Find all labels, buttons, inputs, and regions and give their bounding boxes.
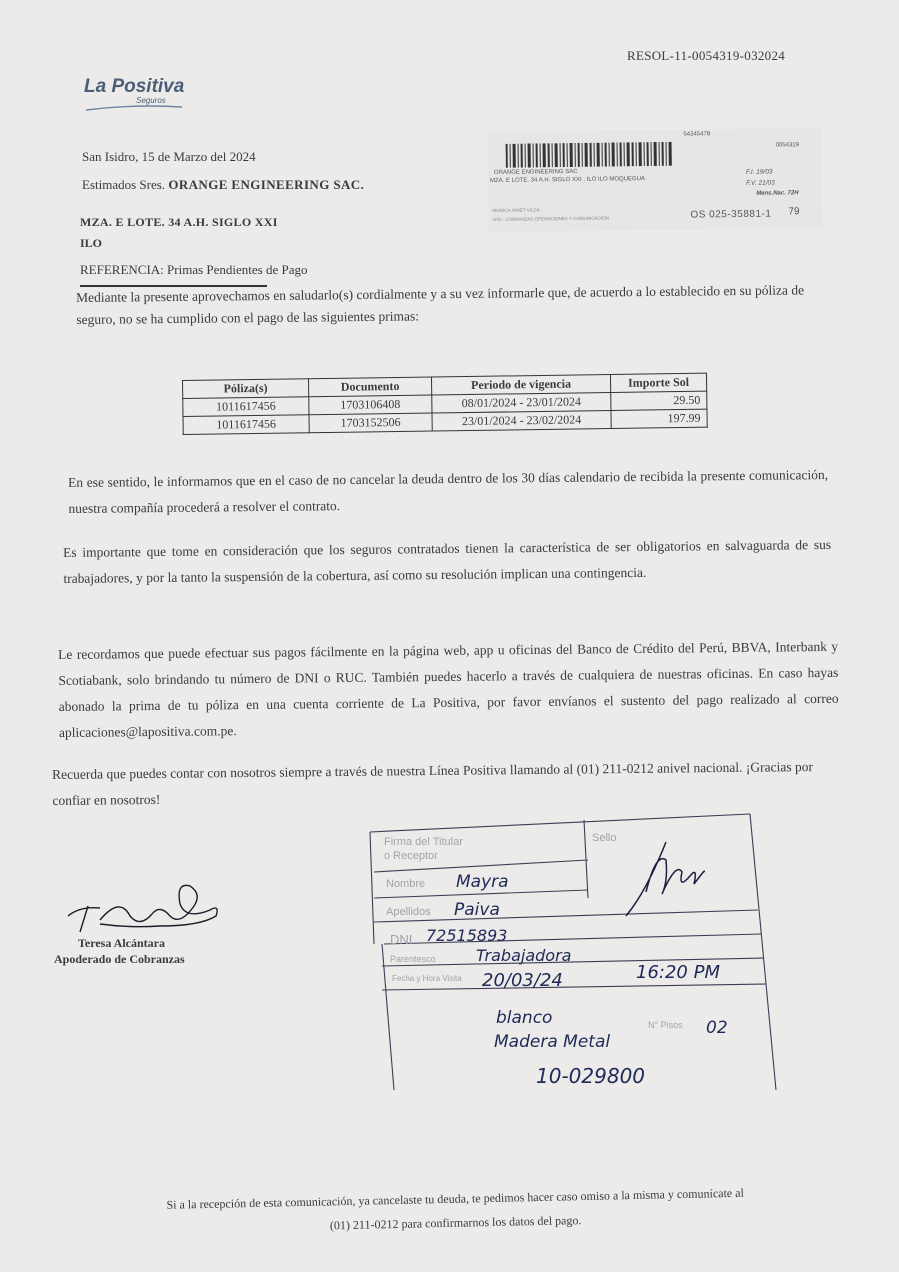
label-address: MZA. E LOTE. 34 A.H. SIGLO XXI . ILO ILO MOQUEGUA [489,176,646,185]
reference-line: REFERENCIA: Primas Pendientes de Pago [80,262,308,277]
table-cell: 1011617456 [183,415,309,435]
barcode-icon [506,142,676,168]
label-count: 79 [788,206,800,218]
mailing-label [487,128,822,232]
label-fi: F.I. 19/03 [745,168,773,176]
table-cell: 1703106408 [309,395,432,415]
handwritten-nombre: Mayra [456,872,509,892]
handwritten-dni: 72515893 [426,926,508,945]
handwritten-apellidos: Paiva [454,900,500,920]
receipt-stamp [366,810,786,1100]
date-line: San Isidro, 15 de Marzo del 2024 [82,149,256,164]
footer-note [110,1180,801,1242]
table-header: Póliza(s) [183,379,309,399]
receipt-label-apellidos: Apellidos [386,906,431,918]
receipt-label-fecha-hora: Fecha y Hora Visita [392,974,462,983]
table-cell: 08/01/2024 - 23/01/2024 [432,393,611,413]
table-header: Periodo de vigencia [431,375,610,395]
receipt-label-nombre: Nombre [386,878,426,890]
label-fv: F.V. 21/03 [746,179,775,187]
table-cell: 1011617456 [183,397,309,417]
handwritten-code: 10-029800 [536,1064,646,1088]
address-line-2: ILO [80,236,103,250]
handwritten-material: Madera Metal [494,1032,611,1052]
handwritten-pisos: 02 [706,1018,728,1038]
logo-wordmark: La Positiva [84,76,185,97]
greeting-company: ORANGE ENGINEERING SAC. [168,177,365,192]
resolution-code: RESOL-11-0054319-032024 [627,48,786,63]
signature-scribble-icon [60,876,230,938]
label-company: ORANGE ENGINEERING SAC [493,168,578,176]
receipt-label-receptor: o Receptor [384,850,438,862]
receipt-label-firma: Firma del Titular [384,836,463,848]
table-header: Importe Sol [610,373,706,392]
receipt-label-pisos: N° Pisos [648,1020,683,1030]
paragraph-payment-options: Le recordamos que puede efectuar sus pagos fácilmente en la página web, app u oficinas del Banco de Crédito del Perú, BBVA, Interbank y Scotiabank, solo brindando tu número de DNI o RUC. También puedes hacerlo a través de cualquiera de nuestras oficinas. En caso hayas abonado la prima de tu póliza en una cuenta corriente de La Positiva, por favor envíanos el sustento del pago realizado al correo aplicaciones@lapositiva.com.pe. [58,638,839,740]
signatory-name: Teresa Alcántara [78,936,165,950]
paragraph-contact: Recuerda que puedes contar con nosotros siempre a través de nuestra Línea Positiva llamando al (01) 211-0212 anivel nacional. ¡Gracias por confiar en nosotros! [52,759,814,808]
receipt-label-dni: DNI [390,932,413,947]
label-mens: Mens.Nac. 72H [756,190,799,197]
label-os: OS 025-35881-1 [690,208,772,221]
handwritten-color: blanco [496,1008,553,1028]
greeting-prefix: Estimados Sres. [82,177,169,192]
handwritten-parentesco: Trabajadora [476,946,572,965]
receipt-signature-icon [606,832,716,922]
table-cell: 23/01/2024 - 23/02/2024 [432,411,611,431]
paragraph-importance: Es importante que tome en consideración que los seguros contratados tienen la característica de ser obligatorios en salvaguarda de sus trabajadores, y por la tanto la suspensión de la cobertura, así como su resolución implican una contingencia. [63,536,832,586]
label-note-1: MONICA JANET VILCA [492,207,540,213]
intro-paragraph: Mediante la presente aprovechamos en saludarlo(s) cordialmente y a su vez informarle que, de acuerdo a lo establecido en su póliza de seguro, no se ha cumplido con el pago de las siguientes primas: [76,282,805,327]
logo-tagline: Seguros [136,96,166,105]
table-cell: 1703152506 [309,413,432,433]
company-logo [84,76,185,105]
table-header: Documento [308,377,431,397]
footer-line-1: Si a la recepción de esta comunicación, ya cancelaste tu deuda, te pedimos hacer caso omiso a la misma y comunícate al [166,1185,744,1212]
debt-table [182,373,708,435]
table-cell: 29.50 [611,391,707,410]
address-line-1: MZA. E LOTE. 34 A.H. SIGLO XXI [80,215,278,229]
footer-line-2: (01) 211-0212 para confirmarnos los datos del pago. [329,1213,582,1233]
logo-swoosh-icon [84,104,184,112]
table-cell: 197.99 [611,409,707,428]
receipt-label-parentesco: Parentesco [390,954,436,964]
paragraph-deadline: En ese sentido, le informamos que en el caso de no cancelar la deuda dentro de los 30 días calendario de recibida la presente comunicación, nuestra compañía procederá a resolver el contrato. [68,467,829,516]
label-code: 54345478 [683,131,711,138]
signatory-role: Apoderado de Cobranzas [54,952,185,966]
handwritten-hora: 16:20 PM [636,962,720,983]
receipt-label-sello: Sello [592,832,617,844]
label-number: 0054319 [775,142,799,149]
handwritten-fecha: 20/03/24 [482,970,563,991]
greeting [82,177,364,193]
label-note-2: LPG - COBRANZAS OPERACIONES Y COMUNICACIÓN [492,215,609,222]
